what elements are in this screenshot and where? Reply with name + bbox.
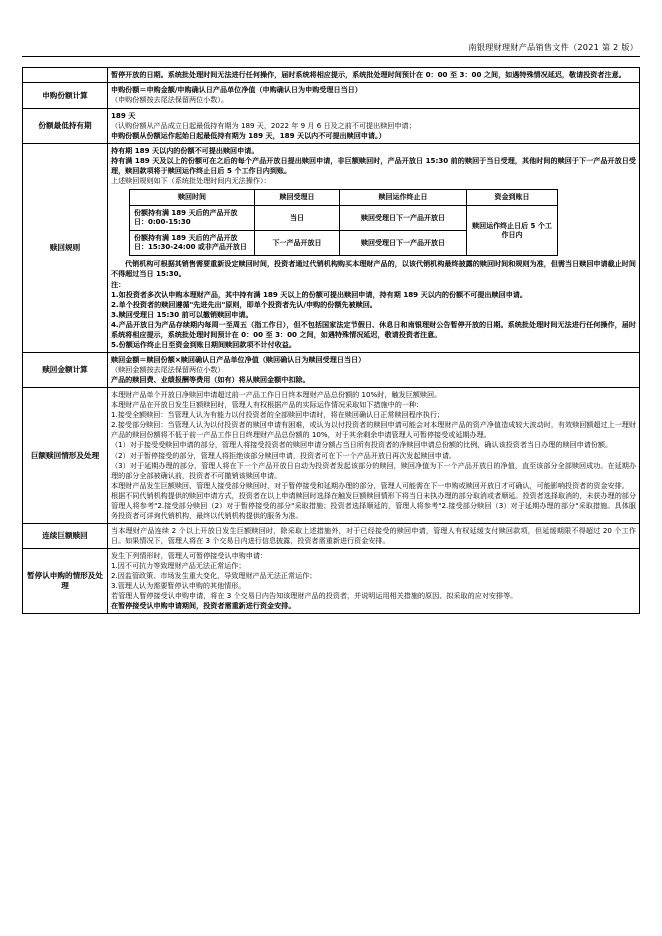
paragraph: 1.接受全额赎回：当管理人认为有能力以付投资者的全部赎回申请时，将在赎回确认日正常赎回程序执行； xyxy=(111,410,445,420)
row-label: 巨额赎回情形及处理 xyxy=(23,388,108,524)
paragraph: 在暂停接受认申购申请期间，投资者需重新进行资金安排。 xyxy=(111,601,296,611)
paragraph: 产品的赎回费、业绩报酬等费用（如有）将从赎回金额中扣除。 xyxy=(111,375,310,385)
table-row xyxy=(23,108,640,143)
table-row xyxy=(23,523,640,548)
table-row xyxy=(23,388,640,524)
table-row xyxy=(23,143,640,352)
row-label: 份额最低持有期 xyxy=(23,108,108,143)
paragraph: 持有满 189 天及以上的份额可在之后的每个产品开放日提出赎回申请，非巨额赎回时，产品开放日 15:30 前的赎回于当日受理，其他时间的赎回于下一产品开放日受理，赎回款项将于赎回运作终止日后 5 个工作日内到账。 xyxy=(111,155,636,175)
paragraph: （认购份额从产品成立日起最低持有期为 189 天，2022 年 9 月 6 日及之前不可提出赎回申请； xyxy=(111,120,416,130)
cell-end: 赎回受理日下一产品开放日 xyxy=(340,231,467,256)
paragraph: （申购份额按去尾法保留两位小数）。 xyxy=(111,95,229,105)
table-row xyxy=(23,352,640,387)
row-label: 暂停认申购的情形及处理 xyxy=(23,549,108,614)
redemption-schedule-table xyxy=(129,189,558,256)
row-content xyxy=(108,352,640,387)
cell-arrive: 赎回运作终止日后 5 个工作日内 xyxy=(467,206,558,256)
cell-end: 赎回受理日下一产品开放日 xyxy=(340,206,467,231)
row-content xyxy=(108,143,640,352)
table-row xyxy=(23,68,640,83)
row-content xyxy=(108,523,640,548)
row-content xyxy=(108,549,640,614)
paragraph: 4.产品开放日为产品存续期内每周一至周五（指工作日），但不包括国家法定节假日、休息日和南银理财公告暂停开放的日期。系统批处理时间无法进行任何操作，届时系统将相应提示，系统批处理时间预计在 0：00 至 3：00 之间，如遇特殊情况延迟，敬请投资者注意。 xyxy=(111,319,636,339)
cell-time: 份额持有满 189 天后的产品开放日：15:30-24:00 或非产品开放日 xyxy=(130,231,255,256)
paragraph: 1.如投资者多次认申购本理财产品，其中持有满 189 天以上的份额可提出赎回申请，持有期 189 天以内的份额不可提出赎回申请。 xyxy=(111,289,527,299)
paragraph: （1）对于接受受赎回申请的部分，管理人将接受投资者的赎回申请分额占当日所有投资者的净赎回申请总份额的比例，确认该投资者当日办理的赎回申请份额。 xyxy=(111,440,613,450)
row-content xyxy=(108,83,640,108)
paragraph: 上述赎回规则如下（系统批处理时间内无法操作）： xyxy=(111,175,271,185)
cell-accept: 当日 xyxy=(255,206,340,231)
table-row xyxy=(23,549,640,614)
paragraph: 赎回金额＝赎回份额×赎回确认日产品单位净值（赎回确认日为赎回受理日当日） xyxy=(111,354,366,364)
paragraph: 1.因不可抗力等致理财产品无法正常运作； xyxy=(111,561,246,571)
table-header-row xyxy=(130,189,558,205)
paragraph: 本理财产品发生巨额赎回、管理人接受部分赎回时，对于暂停接受和延期办理的部分，管理人可能需在下一申购或赎回开放日才可确认，可能影响投资者的资金安排。 xyxy=(111,480,629,490)
paragraph: 代销机构可根据其销售需要重新设定赎回时间，投资者通过代销机构购买本理财产品的，以该代销机构最终披露的赎回时间和规则为准，但需当日赎回申请截止时间不得超过当日 15:30。 xyxy=(111,259,636,279)
row-label: 赎回金额计算 xyxy=(23,352,108,387)
paragraph: 189 天 xyxy=(111,110,136,120)
paragraph: 申购份额＝申购金额/申购确认日产品单位净值（申购确认日为申购受理日当日） xyxy=(111,85,362,95)
paragraph: （赎回金额按去尾法保留两位小数） xyxy=(111,365,225,375)
paragraph: （3）对于延期办理的部分，管理人将在下一个产品开放日自动为投资者发起该部分的赎回，赎回净值为下一个产品开放日的净值，直至该部分全部赎回成功。在延期办理的部分全部被确认前，投资者不可撤销该赎回申请。 xyxy=(111,460,636,480)
cell-accept: 下一产品开放日 xyxy=(255,231,340,256)
product-terms-table xyxy=(22,67,640,614)
paragraph: 若管理人暂停接受认申购申请，将在 3 个交易日内告知该理财产品的投资者，并说明运用相关措施的原因、拟采取的应对安排等。 xyxy=(111,591,518,601)
paragraph: 5.份额运作终止日至资金到账日期间赎回款项不计付收益。 xyxy=(111,339,296,349)
paragraph: 发生下列情形时，管理人可暂停接受认申购申请： xyxy=(111,551,268,561)
table-row xyxy=(23,83,640,108)
column-header-time: 赎回时间 xyxy=(130,189,255,205)
paragraph: 暂停开放的日期。系统批处理时间无法进行任何操作，届时系统将相应提示，系统批处理时间预计在 0：00 至 3：00 之间，如遇特殊情况延迟，敬请投资者注意。 xyxy=(111,70,626,80)
column-header-accept: 赎回受理日 xyxy=(255,189,340,205)
table-row xyxy=(130,206,558,231)
row-label xyxy=(23,68,108,83)
paragraph: 当本理财产品连续 2 个以上开放日发生巨额赎回时，除采取上述措施外，对于已经接受的赎回申请，管理人有权延缓支付赎回款项，但延缓期限不得超过 20 个工作日。如果情况下，管理人将在 3 个交易日内进行信息披露，投资者需重新进行资金安排。 xyxy=(111,525,636,546)
paragraph: 本理财产品单个开放日净赎回申请超过前一产品工作日日终本理财产品总份额的 10%时，触发巨额赎回。 xyxy=(111,390,442,400)
row-content xyxy=(108,108,640,143)
paragraph: 2.接受部分赎回：当管理人认为以付投资者的赎回申请有困难，或认为以付投资者的赎回申请可能会对本理财产品的资产净值造成较大波动时，有效赎回额超过上一理财产品的赎回份额将不低于前一产品工作日日终理财产品总份额的 10%，对于其余剩余申请管理人可暂停接受或延期办理。 xyxy=(111,420,636,440)
row-label: 赎回规则 xyxy=(23,143,108,352)
cell-time: 份额持有满 189 天后的产品开放日：0:00-15:30 xyxy=(130,206,255,231)
paragraph: 申购份额从份额运作起始日起最低持有期为 189 天，189 天以内不可提出赎回申请。） xyxy=(111,130,386,140)
row-content xyxy=(108,388,640,524)
paragraph: 2.因监管政策、市场发生重大变化，导致理财产品无法正常运作； xyxy=(111,571,317,581)
paragraph: 2.单个投资者的赎回遵循"先进先出"原则，即单个投资者先认/申购的份额先被赎回。 xyxy=(111,299,377,309)
paragraph: 根据不同代销机构提供的赎回申请方式，投资者在以上申请赎回时选择在触发巨额赎回情形下将当日未执办理的部分取消或者顺延。投资者选择取消的，未获办理的部分管理人将参考"2.接受部分赎回（2）对于暂停接受的部分"采取措施；投资者选择顺延的，管理人将参考"2.接受部分赎回（3）对于延期办理的部分"采取措施。具体服务投资者可详询代销机构，最终以代销机构提供的服务为准。 xyxy=(111,490,636,520)
paragraph: （2）对于暂停接受的部分，管理人将拒绝该部分赎回申请，投资者可在下一个产品开放日再次发起赎回申请。 xyxy=(111,450,457,460)
row-label: 申购份额计算 xyxy=(23,83,108,108)
row-label: 连续巨额赎回 xyxy=(23,523,108,548)
paragraph: 3.赎回受理日 15:30 前可以撤销赎回申请。 xyxy=(111,309,253,319)
paragraph: 持有期 189 天以内的份额不可提出赎回申请。 xyxy=(111,145,259,155)
paragraph: 3.管理人认为需要暂停认申购的其他情形。 xyxy=(111,581,246,591)
column-header-end: 赎回运作终止日 xyxy=(340,189,467,205)
row-content xyxy=(108,68,640,83)
paragraph: 注： xyxy=(111,279,126,289)
page-header: 南银理财理财产品销售文件（2021 第 2 版） xyxy=(22,42,640,57)
paragraph: 本理财产品在开放日发生巨额赎回时，管理人有权根据产品的实际运作情况采取如下措施中的一种： xyxy=(111,400,424,410)
column-header-arrive: 资金到账日 xyxy=(467,189,558,205)
